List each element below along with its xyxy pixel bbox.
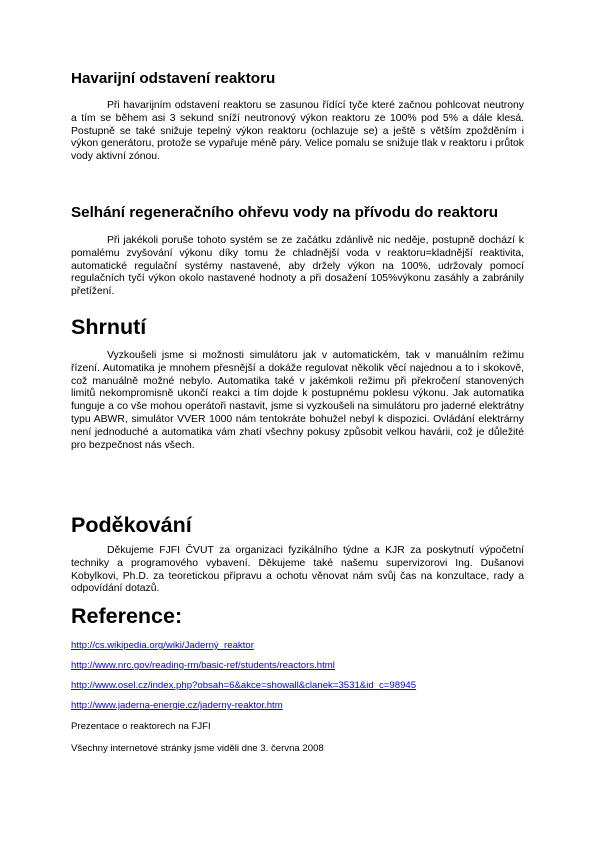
reference-link[interactable]: http://www.nrc.gov/reading-rm/basic-ref/students/reactors.html [71,660,335,671]
reference-link[interactable]: http://www.osel.cz/index.php?obsah=6&akce=showall&clanek=3531&id_c=98945 [71,680,417,691]
reference-link[interactable]: http://cs.wikipedia.org/wiki/Jaderný_reaktor [71,640,254,651]
heading-selhani-ohrevu: Selhání regeneračního ohřevu vody na přívodu do reaktoru [71,204,499,221]
reference-note: Všechny internetové stránky jsme viděli dne 3. června 2008 [71,743,324,754]
heading-reference: Reference: [71,604,183,628]
paragraph-selhani-ohrevu: Při jakékoli poruše tohoto systém se ze začátku zdánlivě nic neděje, postupně dochází k pomalému zvyšování výkonu díky tomu že chladnější voda v reaktoru=kladnější reaktivita, automatické regulační systémy nastavené, aby držely výkon na 100%, udržovaly pomocí regulačních tyčí výkon okolo nastavené hodnoty a při dosažení 105%výkonu zasáhly a zabránily přetížení. [71,235,524,298]
paragraph-havarijni-odstaveni: Při havarijním odstavení reaktoru se zasunou řídící tyče které začnou pohlcovat neutrony a tím se během asi 3 sekund sníží neutronový výkon reaktoru ze 100% pod 5% a dále klesá. Postupně se také snižuje tepelný výkon reaktoru (ochlazuje se) a ještě s větším zpožděním i výkon generátoru, protože se vypařuje méně páry. Velice pomalu se snižuje tlak v reaktoru i průtok vody aktivní zónou. [71,100,524,163]
heading-podekovani: Poděkování [71,513,192,537]
paragraph-podekovani: Děkujeme FJFI ČVUT za organizaci fyzikálního týdne a KJR za poskytnutí výpočetní techniky a programového vybavení. Děkujeme také našemu supervizorovi Ing. Dušanovi Kobylkovi, Ph.D. za teoretickou přípravu a ochotu věnovat nám svůj čas na konzultace, rady a odpovídání dotazů. [71,545,524,595]
heading-shrnuti: Shrnutí [71,315,147,339]
paragraph-shrnuti: Vyzkoušeli jsme si možnosti simulátoru jak v automatickém, tak v manuálním režimu řízení. Automatika je mnohem přesnější a dokáže regulovat několik věcí najednou a to i skokově, což manuálně možné nebylo. Automatika také v jakémkoli režimu při překročení stanovených limitů nekompromisně ukončí reakci a tím dojde k postupnému poklesu výkonu. Jak automatika funguje a co vše mohou operátoři nastavit, jsme si vyzkoušeli na simulátoru pro jaderné elektrátny typu ABWR, simulátor VVER 1000 nám tentokráte bohužel nebyl k dispozici. Ovládání elektrárny není jednoduché a automatika vám zhatí všechny pokusy způsobit velkou havárii, což je důležité pro bezpečnost nás všech. [71,350,524,451]
heading-havarijni-odstaveni: Havarijní odstavení reaktoru [71,70,276,87]
reference-link[interactable]: http://www.jaderna-energie.cz/jaderny-reaktor.htm [71,700,283,711]
reference-note: Prezentace o reaktorech na FJFI [71,721,211,732]
